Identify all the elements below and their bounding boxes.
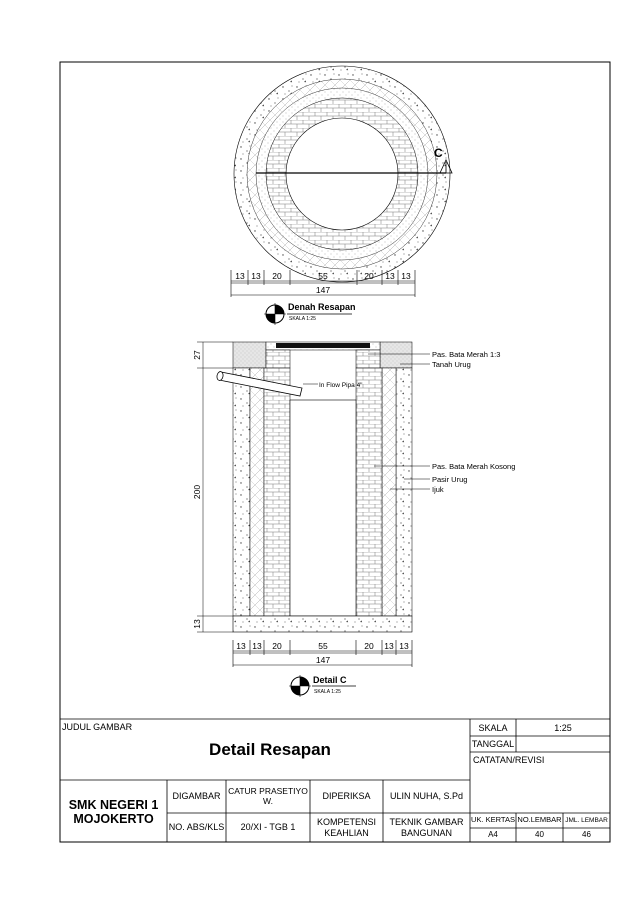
- plan-dim-7: 13: [401, 271, 411, 281]
- skala-value: 1:25: [554, 722, 572, 733]
- section-dim-7: 13: [399, 641, 409, 651]
- jml-lembar-label: JML. LEMBAR: [565, 816, 608, 824]
- digambar-label: DIGAMBAR: [172, 791, 221, 802]
- outer-right-wall: [396, 368, 412, 616]
- ijuk-left: [250, 368, 264, 616]
- plan-dim-4: 55: [318, 271, 328, 281]
- bottom-slab: [233, 616, 412, 632]
- brick-right-wall: [356, 368, 382, 616]
- absen-label: NO. ABS/KLS: [168, 822, 225, 833]
- plan-dim-3: 20: [272, 271, 282, 281]
- catatan-label: CATATAN/REVISI: [473, 754, 545, 765]
- kompetensi-label: KOMPETENSI KEAHLIAN: [316, 817, 376, 838]
- collar-left: [266, 350, 290, 368]
- plan-dim-2: 13: [251, 271, 261, 281]
- diperiksa-label: DIPERIKSA: [322, 791, 371, 802]
- callout-bata-kosong: Pas. Bata Merah Kosong: [432, 462, 516, 471]
- plan-scale: SKALA 1:25: [289, 316, 316, 322]
- plan-dim-5: 20: [364, 271, 374, 281]
- callout-ijuk: Ijuk: [432, 485, 444, 494]
- plan-dimensions: [231, 270, 415, 297]
- section-view: [192, 342, 515, 697]
- plan-dim-6: 13: [385, 271, 395, 281]
- cover-plate: [276, 343, 370, 348]
- section-title: Detail C: [313, 675, 347, 685]
- dim-bottom: 13: [192, 619, 202, 629]
- absen-value: 20/XI - TGB 1: [240, 822, 296, 833]
- section-dim-4: 55: [318, 641, 328, 651]
- plan-inner-hole: [286, 118, 398, 230]
- school-name: [60, 790, 167, 834]
- section-scale: SKALA 1:25: [314, 689, 341, 695]
- no-lembar-label: NO.LEMBAR: [517, 815, 562, 825]
- collar-right: [356, 350, 380, 368]
- dim-top: 27: [192, 350, 202, 360]
- no-lembar-value: 40: [535, 830, 544, 840]
- inner-void: [290, 400, 356, 616]
- brick-left-wall: [264, 368, 290, 616]
- section-dim-2: 13: [252, 641, 262, 651]
- top-fill-left: [233, 342, 266, 368]
- uk-kertas-value: A4: [488, 830, 498, 840]
- drawing-title: Detail Resapan: [209, 740, 331, 760]
- digambar-value: CATUR PRASETIYO W.: [228, 785, 308, 806]
- outer-left-wall: [233, 368, 250, 616]
- diperiksa-value: ULIN NUHA, S.Pd: [389, 791, 464, 802]
- section-dim-6: 13: [384, 641, 394, 651]
- plan-title: Denah Resapan: [288, 302, 356, 312]
- callout-bata-merah: Pas. Bata Merah 1:3: [432, 350, 501, 359]
- section-dim-3: 20: [272, 641, 282, 651]
- section-marker-label: C: [434, 146, 443, 160]
- ijuk-right: [382, 368, 396, 616]
- callout-inflow: In Flow Pipa 4": [319, 382, 363, 389]
- dim-height: 200: [192, 484, 202, 500]
- section-dimensions: [233, 640, 412, 667]
- section-dim-total: 147: [315, 655, 331, 665]
- school-line-2: MOJOKERTO: [73, 812, 154, 826]
- callout-tanah-urug: Tanah Urug: [432, 360, 471, 369]
- plan-view: [231, 66, 452, 325]
- section-vertical-dimensions: [197, 342, 233, 632]
- kompetensi-value: TEKNIK GAMBAR BANGUNAN: [389, 817, 464, 838]
- school-line-1: SMK NEGERI 1: [68, 797, 159, 812]
- judul-label: JUDUL GAMBAR: [62, 721, 133, 732]
- section-dim-1: 13: [236, 641, 246, 651]
- callout-pasir-urug: Pasir Urug: [432, 475, 468, 484]
- plan-dim-1: 13: [235, 271, 245, 281]
- jml-lembar-value: 46: [582, 830, 591, 840]
- section-dim-5: 20: [364, 641, 374, 651]
- plan-dim-total: 147: [315, 285, 331, 295]
- tanggal-label: TANGGAL: [471, 738, 515, 749]
- skala-label: SKALA: [478, 722, 508, 733]
- uk-kertas-label: UK. KERTAS: [471, 815, 515, 825]
